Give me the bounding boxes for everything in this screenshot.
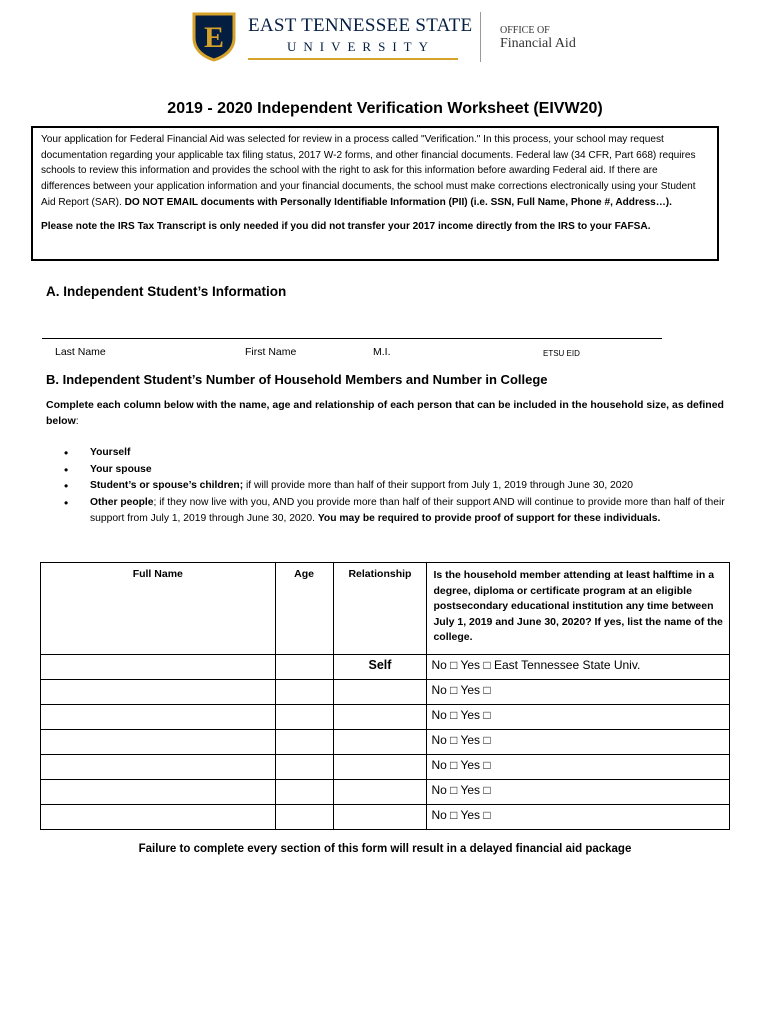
intro-paragraph <box>41 132 709 211</box>
office-of-label: OFFICE OF <box>500 25 550 36</box>
table-row <box>41 730 730 755</box>
mi-label: M.I. <box>373 346 391 358</box>
university-subtitle: UNIVERSITY <box>287 39 435 54</box>
col-college-question: Is the household member attending at least halftime in a degree, diploma or certificate program at an eligible postsecondary educational institution any time between July 1, 2019 and June 30, 2020? If yes, list the name of the college. <box>427 563 730 655</box>
table-row <box>41 805 730 830</box>
intro-text: Your application for Federal Financial Aid was selected for review in a process called "Verification." In this process, your school may request documentation regarding your applicable tax filing status, 2017 W-2 forms, and other financial documents. Federal law (34 CFR, Part 668) requires schools to review this information and provides the school with the right to ask for this information before awarding Federal aid. If there are differences between your application information and your financial documents, the school must make corrections electronically using your Student Aid Report (SAR). <box>41 134 696 208</box>
bullet-bold: Your spouse <box>90 463 152 475</box>
irs-note: Please note the IRS Tax Transcript is only needed if you did not transfer your 2017 income directly from the IRS to your FAFSA. <box>41 220 651 232</box>
age-cell[interactable] <box>275 680 333 705</box>
college-cell[interactable]: No □ Yes □ <box>427 780 730 805</box>
name-cell[interactable] <box>41 655 276 680</box>
name-cell[interactable] <box>41 705 276 730</box>
intro-box <box>31 126 719 261</box>
college-cell[interactable]: No □ Yes □ <box>427 805 730 830</box>
relationship-cell[interactable] <box>333 680 427 705</box>
college-cell[interactable]: No □ Yes □ East Tennessee State Univ. <box>427 655 730 680</box>
age-cell[interactable] <box>275 780 333 805</box>
college-cell[interactable]: No □ Yes □ <box>427 680 730 705</box>
footer-note: Failure to complete every section of this form will result in a delayed financial aid package <box>138 843 632 855</box>
university-name: EAST TENNESSEE STATE <box>248 15 473 36</box>
etsu-shield-logo <box>192 12 236 62</box>
list-item <box>64 462 729 479</box>
table-row <box>41 680 730 705</box>
relationship-cell[interactable] <box>333 705 427 730</box>
bullet-text: if will provide more than half of their support from July 1, 2019 through June 30, 2020 <box>243 480 633 491</box>
college-cell[interactable]: No □ Yes □ <box>427 705 730 730</box>
last-name-label: Last Name <box>55 346 106 358</box>
age-cell[interactable] <box>275 730 333 755</box>
household-instruction <box>46 397 726 429</box>
table-row <box>41 755 730 780</box>
pii-warning: DO NOT EMAIL documents with Personally Identifiable Information (PII) (i.e. SSN, Full Name, Phone #, Address…). <box>124 196 672 208</box>
relationship-cell[interactable] <box>333 805 427 830</box>
table-row <box>41 705 730 730</box>
table-header-row <box>41 563 730 655</box>
list-item <box>64 478 729 495</box>
relationship-cell[interactable] <box>333 730 427 755</box>
age-cell[interactable] <box>275 755 333 780</box>
household-bullet-list <box>64 445 729 528</box>
age-cell[interactable] <box>275 805 333 830</box>
bullet-bold: Student’s or spouse’s children; <box>90 480 244 491</box>
section-a-heading: A. Independent Student’s Information <box>46 284 287 299</box>
bullet-text: ; if they now live with you, AND you provide more than half of their support AND will continue to provide more than half of their support from July 1, 2019 through June 30, 2020. <box>90 496 725 524</box>
age-cell[interactable] <box>275 655 333 680</box>
name-signature-line[interactable] <box>42 338 662 339</box>
bullet-bold: Other people <box>90 496 154 508</box>
instruction-bold: Complete each column below with the name, age and relationship of each person that can be included in the household size, as defined below <box>46 399 724 427</box>
relationship-cell[interactable] <box>333 780 427 805</box>
name-cell[interactable] <box>41 680 276 705</box>
college-cell[interactable]: No □ Yes □ <box>427 755 730 780</box>
name-cell[interactable] <box>41 805 276 830</box>
table-row <box>41 655 730 680</box>
header-divider <box>480 12 481 62</box>
relationship-cell[interactable]: Self <box>333 655 427 680</box>
household-table <box>40 562 730 830</box>
college-cell[interactable]: No □ Yes □ <box>427 730 730 755</box>
col-full-name: Full Name <box>41 563 276 655</box>
list-item <box>64 495 729 528</box>
list-item <box>64 445 729 462</box>
bullet-bold-tail: You may be required to provide proof of support for these individuals. <box>317 513 661 524</box>
col-age: Age <box>275 563 333 655</box>
logo-letter: E <box>203 21 225 54</box>
name-cell[interactable] <box>41 755 276 780</box>
section-b-heading: B. Independent Student’s Number of Household Members and Number in College <box>46 372 548 387</box>
instruction-tail: : <box>75 415 79 427</box>
table-row <box>41 780 730 805</box>
etsu-eid-label: ETSU EID <box>543 349 580 358</box>
page-title: 2019 - 2020 Independent Verification Worksheet (EIVW20) <box>167 100 603 117</box>
first-name-label: First Name <box>245 346 297 358</box>
gold-rule <box>248 58 458 60</box>
relationship-cell[interactable] <box>333 755 427 780</box>
bullet-bold: Yourself <box>90 447 131 458</box>
name-cell[interactable] <box>41 780 276 805</box>
age-cell[interactable] <box>275 705 333 730</box>
office-name: Financial Aid <box>500 36 576 51</box>
col-relationship: Relationship <box>333 563 427 655</box>
name-cell[interactable] <box>41 730 276 755</box>
